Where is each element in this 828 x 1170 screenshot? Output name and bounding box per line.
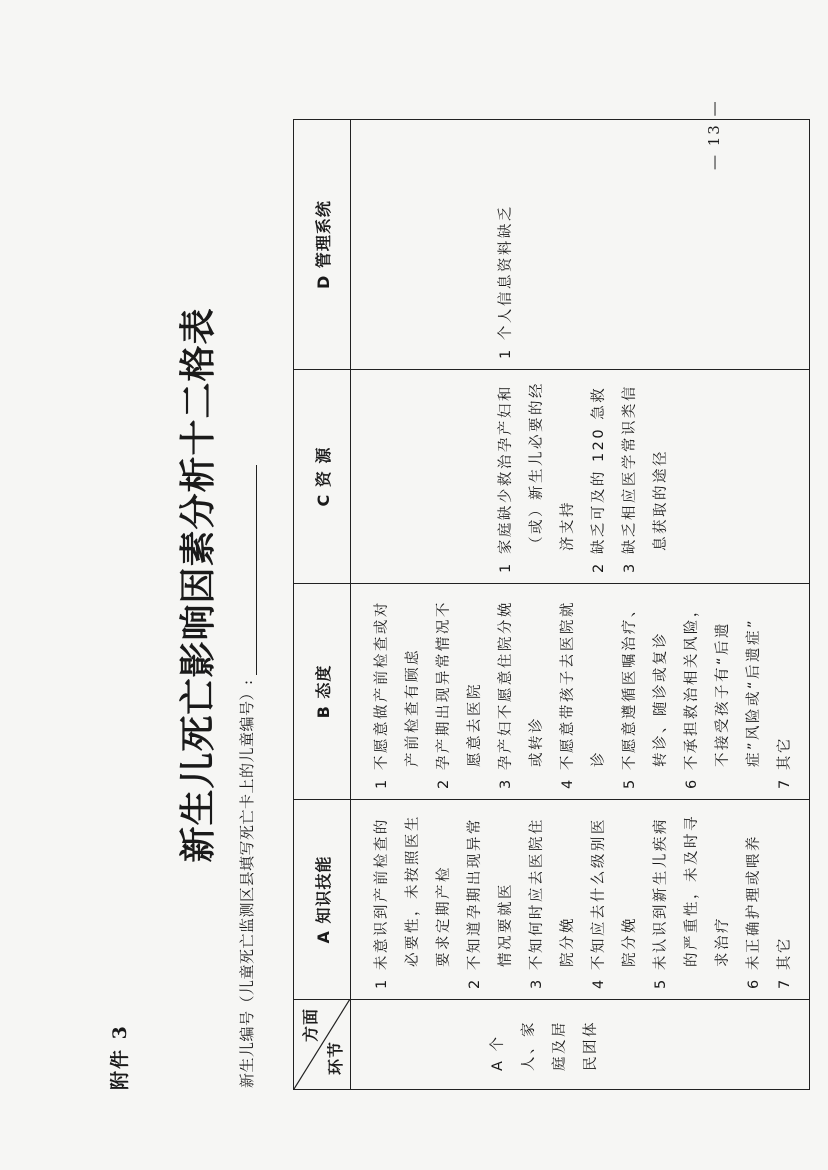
attachment-label: 附件 3 — [109, 1024, 131, 1090]
list-item: 5 未认识到新生儿疾病的严重性，未及时寻求治疗 — [653, 814, 731, 989]
header-knowledge-skills: A 知识技能 — [294, 800, 351, 1000]
row-label: A 个人、家庭及居民团体 — [490, 1020, 599, 1071]
list-item: 3 缺乏相应医学常识类信息获取的途径 — [622, 384, 669, 573]
list-item: 2 孕产期出现异常情况不愿意去医院 — [436, 600, 483, 789]
list-item: 1 个人信息资料缺乏 — [498, 204, 514, 359]
newborn-id-line — [236, 465, 257, 1088]
table-header-row — [294, 120, 351, 1090]
list-item: 1 不愿意做产前检查或对产前检查有顾虑 — [374, 600, 421, 789]
header-attitude: B 态度 — [294, 584, 351, 800]
analysis-table — [293, 119, 810, 1090]
list-item: 7 其它 — [777, 936, 793, 989]
list-item: 6 不承担救治相关风险，不接受孩子有“后遗症”风险或“后遗症” — [684, 600, 762, 789]
list-item: 2 缺乏可及的 120 急救 — [591, 385, 607, 573]
newborn-id-label: 新生儿编号（儿童死亡监测区县填写死亡卡上的儿童编号）: — [238, 679, 256, 1088]
row-label-cell — [351, 1000, 810, 1090]
page-title: 新生儿死亡影响因素分析十二格表 — [177, 307, 219, 863]
corner-bottom-label: 环节 — [326, 1040, 345, 1075]
list-item: 2 不知道孕期出现异常情况要就医 — [467, 817, 514, 989]
list-item: 1 家庭缺少救治孕产妇和（或）新生儿必要的经济支持 — [498, 381, 576, 573]
cell-resources — [351, 370, 810, 584]
page-number: — 13 — — [705, 99, 723, 170]
list-item: 4 不愿意带孩子去医院就诊 — [560, 600, 607, 789]
corner-top-label: 方面 — [301, 1008, 320, 1043]
list-item: 5 不愿意遵循医嘱治疗、转诊、随诊或复诊 — [622, 600, 669, 789]
header-resources: C 资 源 — [294, 370, 351, 584]
list-item: 4 不知应去什么级别医院分娩 — [591, 817, 638, 989]
header-management-system: D 管理系统 — [294, 120, 351, 370]
list-item: 3 不知何时应去医院住院分娩 — [529, 817, 576, 989]
cell-management-system — [351, 120, 810, 370]
list-item: 6 未正确护理或喂养 — [746, 834, 762, 989]
corner-header-cell — [294, 1000, 351, 1090]
table-row — [351, 120, 810, 1090]
newborn-id-blank[interactable] — [242, 465, 257, 675]
cell-knowledge-skills — [351, 800, 810, 1000]
list-item: 1 未意识到产前检查的必要性，未按照医生要求定期产检 — [374, 814, 452, 989]
list-item: 7 其它 — [777, 736, 793, 789]
cell-attitude — [351, 584, 810, 800]
list-item: 3 孕产妇不愿意住院分娩或转诊 — [498, 600, 545, 789]
